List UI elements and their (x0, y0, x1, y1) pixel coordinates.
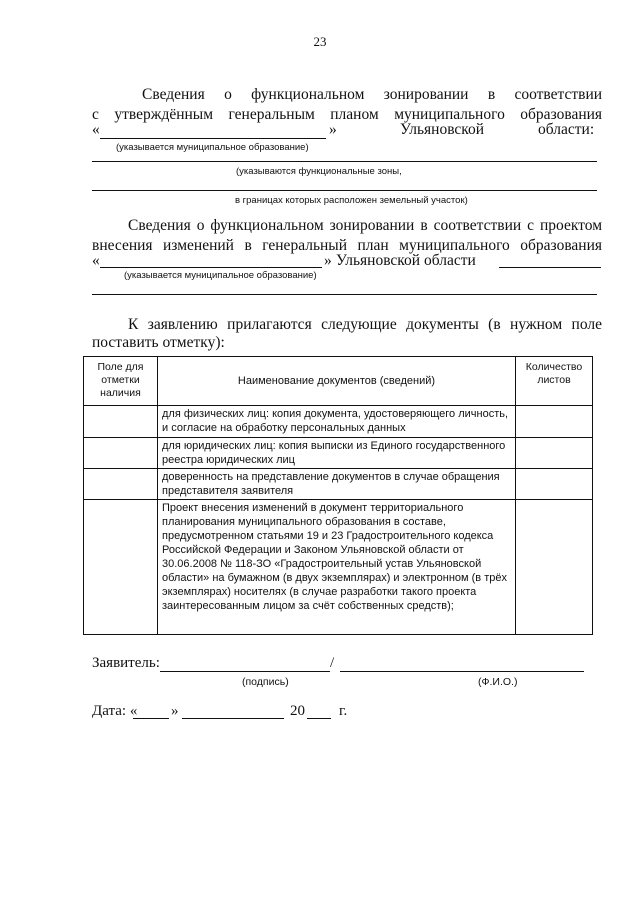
header-qty: Количество листов (516, 357, 593, 406)
row-qty-cell[interactable] (516, 406, 593, 438)
caption-borders: в границах которых расположен земельный участок) (235, 195, 468, 206)
section2-word: в (420, 217, 428, 234)
full-name-field[interactable] (340, 671, 584, 672)
section1-quote-open: « (92, 121, 100, 138)
caption-municipality-1: (указывается муниципальное образование) (116, 142, 309, 153)
land-plot-field[interactable] (92, 190, 597, 191)
section2-word: образования (520, 237, 603, 254)
header-mark: Поле для отметки наличия (84, 357, 158, 406)
section2-line1 (128, 216, 602, 236)
section2-word: соответствии (433, 217, 522, 234)
section2-word: внесения (92, 237, 153, 254)
section1-region-tail: области: (538, 121, 595, 138)
section1-word: в (487, 86, 496, 103)
date-month-field[interactable] (182, 718, 284, 719)
date-quote-close: » (171, 703, 179, 719)
municipality-field-1[interactable] (100, 138, 326, 139)
section3-word: заявлению (147, 316, 218, 333)
section1-word: функциональном (251, 86, 365, 103)
section2-word: муниципального (399, 237, 510, 254)
header-name: Наименование документов (сведений) (158, 357, 516, 406)
row-checkbox-cell[interactable] (84, 500, 158, 635)
section1-word: соответствии (514, 86, 603, 103)
municipality-field-2[interactable] (100, 267, 322, 268)
row-qty-cell[interactable] (516, 469, 593, 500)
section2-quote-close: » (324, 252, 332, 269)
section2-word: функциональном (210, 217, 324, 234)
section1-word: образования (520, 106, 603, 123)
section1-word: планом (330, 106, 379, 123)
date-year-prefix: 20 (290, 703, 305, 719)
signature-field[interactable] (160, 671, 330, 672)
section1-word: Сведения (142, 86, 205, 103)
row-qty-cell[interactable] (516, 500, 593, 635)
section2-word: о (196, 217, 205, 234)
row-document-name: Проект внесения изменений в документ территориального планирования муниципального образования в составе, предусмотренном статьями 19 и 23 Градостроительного кодекса Российской Федерации и Законом Ульяновской области от 30.06.2008 № 118-ЗО «Градостроительный устав Ульяновской области» на бумажном (в двух экземплярах) и электронном (в трёх экземплярах) носителях (в случае разработки такого проекта заинтересованным лицом за счёт собственных средств); (158, 500, 516, 635)
row-qty-cell[interactable] (516, 438, 593, 469)
row-document-name: для юридических лиц: копия выписки из Единого государственного реестра юридических лиц (158, 438, 516, 469)
caption-signature: (подпись) (242, 676, 289, 688)
date-year-field[interactable] (307, 718, 331, 719)
section2-word: генеральный (262, 237, 348, 254)
section3-line2: поставить отметку): (92, 334, 225, 351)
section2-word: план (357, 237, 389, 254)
caption-full-name: (Ф.И.О.) (478, 676, 518, 688)
section3-word: следующие (321, 316, 397, 333)
section3-word: нужном (510, 316, 563, 333)
row-document-name: доверенность на представление документов в случае обращения представителя заявителя (158, 469, 516, 500)
documents-table (83, 356, 593, 635)
section2-word: в (244, 237, 252, 254)
section2-word: Сведения (128, 217, 191, 234)
caption-zones: (указываются функциональные зоны, (236, 166, 402, 177)
applicant-label: Заявитель: (92, 655, 160, 671)
row-checkbox-cell[interactable] (84, 438, 158, 469)
section2-word: проектом (539, 217, 603, 234)
section2-word: зонировании (329, 217, 415, 234)
section2-extra-field[interactable] (92, 294, 597, 295)
date-label: Дата: « (92, 703, 138, 719)
section1-quote-close: » (329, 121, 337, 138)
section1-word: муниципального (394, 106, 505, 123)
table-row (84, 438, 593, 469)
section3-line1 (128, 315, 602, 335)
section2-tail-field[interactable] (499, 267, 601, 268)
table-row (84, 500, 593, 635)
section2-quote-open: « (92, 252, 100, 269)
table-header-row (84, 357, 593, 406)
section2-word: с (527, 217, 535, 234)
section3-word: прилагаются (227, 316, 312, 333)
row-document-name: для физических лиц: копия документа, удостоверяющего личность, и согласие на обработку персональных данных (158, 406, 516, 438)
section3-word: (в (488, 316, 501, 333)
caption-municipality-2: (указывается муниципальное образование) (124, 270, 317, 281)
section3-word: поле (571, 316, 603, 333)
section1-word: зонировании (383, 86, 469, 103)
date-day-field[interactable] (133, 718, 169, 719)
signature-slash: / (330, 655, 335, 671)
date-year-suffix: г. (339, 703, 348, 719)
section2-region: Ульяновской области (336, 252, 476, 269)
section1-line2 (92, 105, 602, 125)
section1-word: о (224, 86, 232, 103)
functional-zones-field[interactable] (92, 161, 597, 162)
section1-word: с (92, 106, 99, 123)
section3-word: К (128, 316, 139, 333)
page-number: 23 (313, 34, 327, 49)
row-checkbox-cell[interactable] (84, 469, 158, 500)
table-row (84, 469, 593, 500)
row-checkbox-cell[interactable] (84, 406, 158, 438)
section3-word: документы (406, 316, 479, 333)
section1-region: Ульяновской (400, 121, 485, 138)
section1-line1 (142, 85, 602, 105)
section1-word: утверждённым (114, 106, 214, 123)
section2-word: изменений (163, 237, 234, 254)
section1-word: генеральным (228, 106, 315, 123)
table-row (84, 406, 593, 438)
